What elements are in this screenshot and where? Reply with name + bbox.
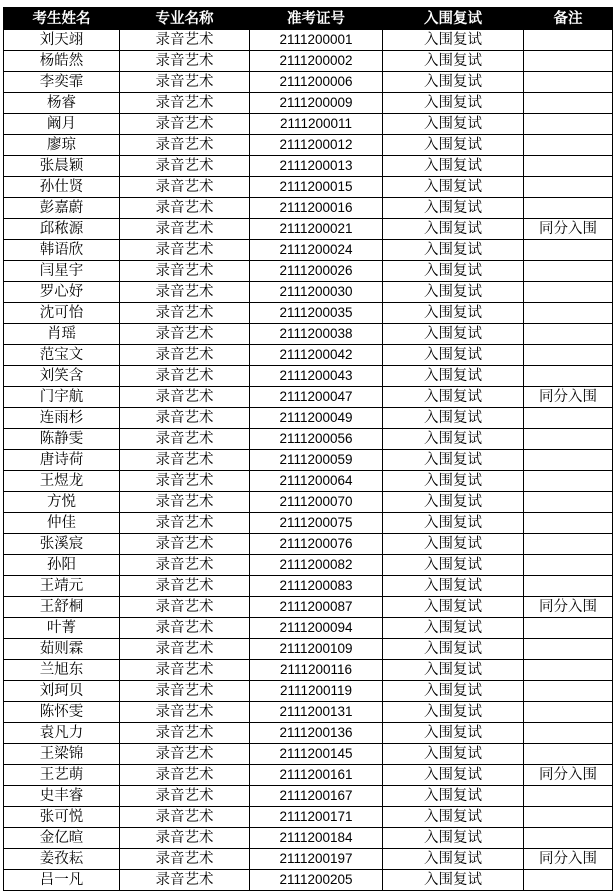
cell-status: 入围复试 (383, 765, 524, 786)
cell-status: 入围复试 (383, 177, 524, 198)
cell-exam-id: 2111200024 (250, 240, 383, 261)
cell-note (524, 177, 613, 198)
table-row (4, 30, 613, 51)
cell-status: 入围复试 (383, 51, 524, 72)
cell-note: 同分入围 (524, 765, 613, 786)
cell-note (524, 492, 613, 513)
table-row (4, 324, 613, 345)
cell-name: 史丰睿 (4, 786, 120, 807)
cell-note (524, 324, 613, 345)
cell-status: 入围复试 (383, 786, 524, 807)
table-row (4, 534, 613, 555)
cell-exam-id: 2111200064 (250, 471, 383, 492)
cell-exam-id: 2111200167 (250, 786, 383, 807)
header-major: 专业名称 (120, 8, 250, 30)
cell-name: 刘天翊 (4, 30, 120, 51)
cell-status: 入围复试 (383, 198, 524, 219)
table-row (4, 765, 613, 786)
table-row (4, 408, 613, 429)
cell-note (524, 870, 613, 891)
cell-major: 录音艺术 (120, 660, 250, 681)
table-row (4, 744, 613, 765)
cell-name: 连雨杉 (4, 408, 120, 429)
table-row (4, 660, 613, 681)
cell-note (524, 723, 613, 744)
cell-note (524, 93, 613, 114)
cell-status: 入围复试 (383, 492, 524, 513)
cell-note (524, 471, 613, 492)
cell-name: 张晨颖 (4, 156, 120, 177)
table-row (4, 177, 613, 198)
cell-name: 杨皓然 (4, 51, 120, 72)
cell-status: 入围复试 (383, 387, 524, 408)
cell-exam-id: 2111200145 (250, 744, 383, 765)
table-row (4, 639, 613, 660)
cell-major: 录音艺术 (120, 576, 250, 597)
cell-note (524, 681, 613, 702)
cell-status: 入围复试 (383, 660, 524, 681)
cell-major: 录音艺术 (120, 471, 250, 492)
cell-name: 闫星宇 (4, 261, 120, 282)
cell-exam-id: 2111200083 (250, 576, 383, 597)
cell-major: 录音艺术 (120, 618, 250, 639)
cell-note (524, 30, 613, 51)
cell-exam-id: 2111200012 (250, 135, 383, 156)
cell-name: 陈怀雯 (4, 702, 120, 723)
cell-exam-id: 2111200011 (250, 114, 383, 135)
cell-major: 录音艺术 (120, 345, 250, 366)
cell-major: 录音艺术 (120, 429, 250, 450)
cell-name: 仲佳 (4, 513, 120, 534)
table-row (4, 429, 613, 450)
cell-major: 录音艺术 (120, 681, 250, 702)
cell-status: 入围复试 (383, 702, 524, 723)
cell-major: 录音艺术 (120, 828, 250, 849)
cell-exam-id: 2111200015 (250, 177, 383, 198)
cell-note (524, 618, 613, 639)
cell-status: 入围复试 (383, 534, 524, 555)
table-row (4, 261, 613, 282)
cell-status: 入围复试 (383, 261, 524, 282)
cell-major: 录音艺术 (120, 282, 250, 303)
cell-status: 入围复试 (383, 471, 524, 492)
cell-exam-id: 2111200016 (250, 198, 383, 219)
cell-exam-id: 2111200070 (250, 492, 383, 513)
cell-name: 韩语欣 (4, 240, 120, 261)
cell-note (524, 450, 613, 471)
cell-major: 录音艺术 (120, 555, 250, 576)
cell-exam-id: 2111200002 (250, 51, 383, 72)
cell-major: 录音艺术 (120, 261, 250, 282)
cell-note (524, 156, 613, 177)
cell-status: 入围复试 (383, 597, 524, 618)
cell-name: 门宇航 (4, 387, 120, 408)
cell-major: 录音艺术 (120, 723, 250, 744)
cell-exam-id: 2111200030 (250, 282, 383, 303)
cell-exam-id: 2111200116 (250, 660, 383, 681)
cell-name: 金亿暄 (4, 828, 120, 849)
cell-note (524, 408, 613, 429)
cell-name: 阚月 (4, 114, 120, 135)
cell-status: 入围复试 (383, 156, 524, 177)
cell-name: 范宝文 (4, 345, 120, 366)
cell-exam-id: 2111200184 (250, 828, 383, 849)
cell-exam-id: 2111200075 (250, 513, 383, 534)
cell-exam-id: 2111200197 (250, 849, 383, 870)
cell-major: 录音艺术 (120, 114, 250, 135)
cell-status: 入围复试 (383, 639, 524, 660)
table-row (4, 240, 613, 261)
cell-status: 入围复试 (383, 681, 524, 702)
table-row (4, 513, 613, 534)
cell-note (524, 639, 613, 660)
cell-name: 唐诗荷 (4, 450, 120, 471)
cell-status: 入围复试 (383, 324, 524, 345)
table-row (4, 702, 613, 723)
cell-major: 录音艺术 (120, 786, 250, 807)
table-row (4, 387, 613, 408)
cell-exam-id: 2111200205 (250, 870, 383, 891)
cell-note (524, 282, 613, 303)
cell-note (524, 135, 613, 156)
cell-major: 录音艺术 (120, 744, 250, 765)
cell-note (524, 576, 613, 597)
cell-major: 录音艺术 (120, 219, 250, 240)
cell-status: 入围复试 (383, 282, 524, 303)
table-row (4, 681, 613, 702)
cell-major: 录音艺术 (120, 387, 250, 408)
table-row (4, 471, 613, 492)
cell-note (524, 828, 613, 849)
cell-status: 入围复试 (383, 429, 524, 450)
cell-status: 入围复试 (383, 807, 524, 828)
cell-exam-id: 2111200049 (250, 408, 383, 429)
cell-status: 入围复试 (383, 366, 524, 387)
cell-exam-id: 2111200006 (250, 72, 383, 93)
cell-name: 茹则霖 (4, 639, 120, 660)
cell-major: 录音艺术 (120, 51, 250, 72)
cell-name: 刘笑含 (4, 366, 120, 387)
cell-note (524, 429, 613, 450)
cell-major: 录音艺术 (120, 198, 250, 219)
cell-major: 录音艺术 (120, 366, 250, 387)
cell-status: 入围复试 (383, 240, 524, 261)
cell-status: 入围复试 (383, 828, 524, 849)
cell-status: 入围复试 (383, 114, 524, 135)
table-row (4, 198, 613, 219)
cell-exam-id: 2111200161 (250, 765, 383, 786)
cell-note (524, 345, 613, 366)
cell-major: 录音艺术 (120, 240, 250, 261)
cell-status: 入围复试 (383, 723, 524, 744)
table-row (4, 597, 613, 618)
cell-exam-id: 2111200009 (250, 93, 383, 114)
cell-note (524, 366, 613, 387)
cell-name: 王靖元 (4, 576, 120, 597)
cell-major: 录音艺术 (120, 324, 250, 345)
cell-note (524, 240, 613, 261)
cell-name: 彭嘉蔚 (4, 198, 120, 219)
cell-status: 入围复试 (383, 135, 524, 156)
cell-exam-id: 2111200087 (250, 597, 383, 618)
cell-name: 刘珂贝 (4, 681, 120, 702)
cell-name: 王梁锦 (4, 744, 120, 765)
cell-major: 录音艺术 (120, 93, 250, 114)
cell-status: 入围复试 (383, 30, 524, 51)
cell-note: 同分入围 (524, 597, 613, 618)
cell-name: 肖瑶 (4, 324, 120, 345)
cell-status: 入围复试 (383, 618, 524, 639)
cell-name: 杨睿 (4, 93, 120, 114)
cell-note (524, 534, 613, 555)
cell-exam-id: 2111200035 (250, 303, 383, 324)
cell-major: 录音艺术 (120, 135, 250, 156)
cell-exam-id: 2111200038 (250, 324, 383, 345)
cell-note (524, 555, 613, 576)
cell-note (524, 114, 613, 135)
admission-table (3, 7, 613, 891)
table-row (4, 786, 613, 807)
cell-major: 录音艺术 (120, 702, 250, 723)
cell-major: 录音艺术 (120, 177, 250, 198)
cell-status: 入围复试 (383, 303, 524, 324)
cell-status: 入围复试 (383, 513, 524, 534)
cell-exam-id: 2111200001 (250, 30, 383, 51)
table-row (4, 870, 613, 891)
cell-name: 李奕霏 (4, 72, 120, 93)
header-row (4, 8, 613, 30)
cell-major: 录音艺术 (120, 807, 250, 828)
cell-exam-id: 2111200056 (250, 429, 383, 450)
cell-name: 袁凡力 (4, 723, 120, 744)
table-row (4, 618, 613, 639)
cell-exam-id: 2111200076 (250, 534, 383, 555)
cell-major: 录音艺术 (120, 513, 250, 534)
cell-status: 入围复试 (383, 450, 524, 471)
cell-major: 录音艺术 (120, 303, 250, 324)
cell-note (524, 261, 613, 282)
cell-note (524, 198, 613, 219)
cell-exam-id: 2111200109 (250, 639, 383, 660)
header-name: 考生姓名 (4, 8, 120, 30)
cell-exam-id: 2111200059 (250, 450, 383, 471)
cell-major: 录音艺术 (120, 492, 250, 513)
cell-note (524, 51, 613, 72)
cell-name: 王煜龙 (4, 471, 120, 492)
cell-name: 廖琼 (4, 135, 120, 156)
cell-status: 入围复试 (383, 555, 524, 576)
cell-major: 录音艺术 (120, 597, 250, 618)
table-row (4, 114, 613, 135)
cell-note: 同分入围 (524, 219, 613, 240)
cell-exam-id: 2111200136 (250, 723, 383, 744)
cell-name: 孙仕贤 (4, 177, 120, 198)
table-row (4, 72, 613, 93)
cell-name: 吕一凡 (4, 870, 120, 891)
cell-name: 王舒桐 (4, 597, 120, 618)
table-row (4, 492, 613, 513)
cell-note (524, 786, 613, 807)
table-row (4, 828, 613, 849)
table-row (4, 849, 613, 870)
table-row (4, 576, 613, 597)
cell-note: 同分入围 (524, 387, 613, 408)
cell-status: 入围复试 (383, 744, 524, 765)
cell-exam-id: 2111200043 (250, 366, 383, 387)
table-row (4, 93, 613, 114)
cell-status: 入围复试 (383, 219, 524, 240)
cell-name: 孙阳 (4, 555, 120, 576)
cell-note (524, 72, 613, 93)
header-exam-id: 准考证号 (250, 8, 383, 30)
cell-name: 叶菁 (4, 618, 120, 639)
table-row (4, 723, 613, 744)
table-row (4, 51, 613, 72)
cell-exam-id: 2111200082 (250, 555, 383, 576)
cell-status: 入围复试 (383, 849, 524, 870)
cell-status: 入围复试 (383, 72, 524, 93)
table-row (4, 450, 613, 471)
cell-exam-id: 2111200171 (250, 807, 383, 828)
cell-major: 录音艺术 (120, 450, 250, 471)
cell-name: 陈静雯 (4, 429, 120, 450)
table-row (4, 555, 613, 576)
cell-name: 张溪宸 (4, 534, 120, 555)
cell-status: 入围复试 (383, 870, 524, 891)
cell-major: 录音艺术 (120, 870, 250, 891)
cell-status: 入围复试 (383, 576, 524, 597)
cell-name: 姜孜耘 (4, 849, 120, 870)
cell-major: 录音艺术 (120, 765, 250, 786)
cell-name: 王艺萌 (4, 765, 120, 786)
table-row (4, 156, 613, 177)
cell-note (524, 513, 613, 534)
cell-exam-id: 2111200042 (250, 345, 383, 366)
table-row (4, 135, 613, 156)
cell-note (524, 702, 613, 723)
header-status: 入围复试 (383, 8, 524, 30)
cell-status: 入围复试 (383, 93, 524, 114)
cell-exam-id: 2111200013 (250, 156, 383, 177)
cell-note (524, 660, 613, 681)
cell-name: 方悦 (4, 492, 120, 513)
cell-name: 罗心妤 (4, 282, 120, 303)
table-row (4, 282, 613, 303)
cell-name: 兰旭东 (4, 660, 120, 681)
cell-major: 录音艺术 (120, 408, 250, 429)
cell-note (524, 303, 613, 324)
cell-note (524, 807, 613, 828)
table-row (4, 807, 613, 828)
cell-exam-id: 2111200094 (250, 618, 383, 639)
cell-major: 录音艺术 (120, 72, 250, 93)
cell-exam-id: 2111200021 (250, 219, 383, 240)
cell-exam-id: 2111200131 (250, 702, 383, 723)
cell-exam-id: 2111200119 (250, 681, 383, 702)
cell-name: 张可悦 (4, 807, 120, 828)
table-body (4, 30, 613, 891)
table-row (4, 219, 613, 240)
cell-major: 录音艺术 (120, 30, 250, 51)
cell-exam-id: 2111200026 (250, 261, 383, 282)
cell-major: 录音艺术 (120, 156, 250, 177)
cell-note (524, 744, 613, 765)
header-note: 备注 (524, 8, 613, 30)
cell-status: 入围复试 (383, 408, 524, 429)
table-row (4, 366, 613, 387)
cell-note: 同分入围 (524, 849, 613, 870)
cell-status: 入围复试 (383, 345, 524, 366)
table-row (4, 345, 613, 366)
cell-major: 录音艺术 (120, 849, 250, 870)
cell-major: 录音艺术 (120, 639, 250, 660)
cell-name: 沈可怡 (4, 303, 120, 324)
cell-major: 录音艺术 (120, 534, 250, 555)
cell-name: 邱秾源 (4, 219, 120, 240)
table-row (4, 303, 613, 324)
cell-exam-id: 2111200047 (250, 387, 383, 408)
